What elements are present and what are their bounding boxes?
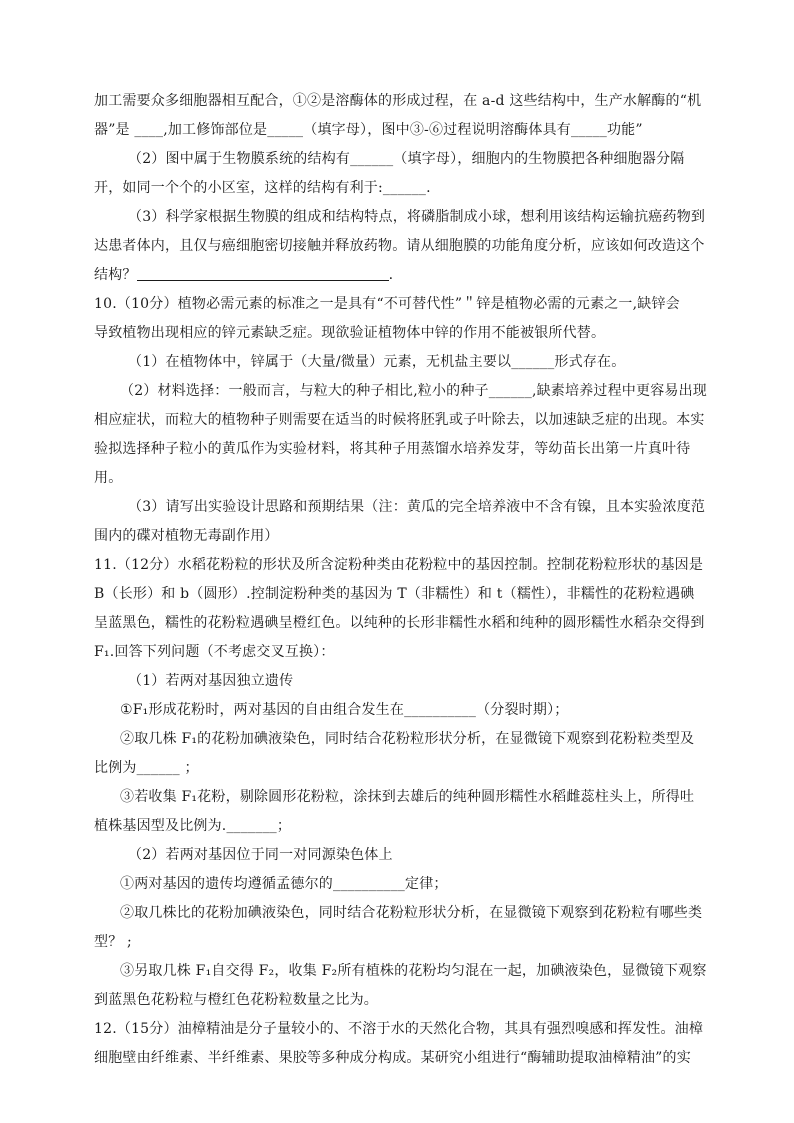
text-line: （2）若两对基因位于同一对同源染色体上 bbox=[128, 847, 393, 863]
text-line: （1）若两对基因独立遗传 bbox=[128, 673, 294, 689]
text-line: 验拟选择种子粒小的黄瓜作为实验材料，将其种子用蒸馏水培养发芽，等幼苗长出第一片真叶待 bbox=[94, 441, 691, 457]
text-line: 用。 bbox=[94, 470, 123, 486]
text-line: ①两对基因的遗传均遵循孟德尔的__________定律； bbox=[120, 876, 448, 892]
text-line: ②取几株比的花粉加碘液染色，同时结合花粉粒形状分析，在显微镜下观察到花粉粒有哪些类 bbox=[120, 905, 703, 921]
text-line: 围内的碟对植物无毒副作用） bbox=[94, 528, 279, 544]
text-line: ③另取几株 F₁自交得 F₂，收集 F₂所有植株的花粉均匀混在一起，加碘液染色，显微镜下观察 bbox=[120, 963, 707, 979]
text-line: 植株基因型及比例为._______； bbox=[94, 818, 292, 834]
text-line: （1）在植物体中，锌属于（大量/微量）元素，无机盐主要以______形式存在。 bbox=[128, 354, 626, 370]
text-line: 加工需要众多细胞器相互配合，①②是溶酶体的形成过程，在 a-d 这些结构中，生产水解酶的“机 bbox=[94, 93, 702, 109]
text-line: B（长形）和 b（圆形）.控制淀粉种类的基因为 T（非糯性）和 t（糯性），非糯性的花粉粒遇碘 bbox=[94, 586, 695, 602]
text-line: 型？ ; bbox=[94, 934, 132, 950]
answer-blank bbox=[137, 266, 389, 281]
text-line: ②取几株 F₁的花粉加碘液染色，同时结合花粉粒形状分析，在显微镜下观察到花粉粒类型及 bbox=[120, 731, 695, 747]
text-line: ③若收集 F₁花粉，剔除圆形花粉粒，涂抹到去雄后的纯种圆形糯性水稻雌蕊柱头上，所得吐 bbox=[120, 789, 695, 805]
text-line: 细胞壁由纤维素、半纤维素、果胶等多种成分构成。某研究小组进行“酶辅助提取油樟精油”的实 bbox=[94, 1050, 691, 1066]
text-line: （3）科学家根据生物膜的组成和结构特点，将磷脂制成小球，想利用该结构运输抗癌药物到 bbox=[128, 209, 706, 225]
text-line: 相应症状，而粒大的植物种子则需要在适当的时候将胚乳或子叶除去，以加速缺乏症的出现。本实 bbox=[94, 412, 705, 428]
text-line: F₁.回答下列问题（不考虑交叉互换）： bbox=[94, 644, 335, 660]
question-heading: 12.（15分）油樟精油是分子量较小的、不溶于水的天然化合物，其具有强烈嗅感和挥发性。油樟 bbox=[94, 1021, 704, 1037]
text-line: 器”是 ____,加工修饰部位是_____（填字母），图中③-⑥过程说明溶酶体具有_____功能” bbox=[94, 122, 643, 138]
question-heading: 11.（12分）水稻花粉粒的形状及所含淀粉种类由花粉粒中的基因控制。控制花粉粒形状的基因是 bbox=[94, 557, 704, 573]
text-line: 呈蓝黑色，糯性的花粉粒遇碘呈橙红色。以纯种的长形非糯性水稻和纯种的圆形糯性水稻杂交得到 bbox=[94, 615, 705, 631]
text-line: 开，如同一个个的小区室，这样的结构有利于:______. bbox=[94, 180, 431, 196]
text-line: （2）材料选择：一般而言，与粒大的种子相比‚粒小的种子______,缺素培养过程中更容易出现 bbox=[120, 383, 708, 399]
question-heading: 10.（10分）植物必需元素的标准之一是具有“不可替代性”＂锌是植物必需的元素之一,缺锌会 bbox=[94, 296, 680, 312]
text-line: （3）请写出实验设计思路和预期结果（注：黄瓜的完全培养液中不含有镍，且本实验浓度范 bbox=[128, 499, 706, 515]
question-prefix: 结构？ bbox=[94, 267, 137, 283]
text-line: （2）图中属于生物膜系统的结构有______（填字母），细胞内的生物膜把各种细胞器分隔 bbox=[128, 151, 685, 167]
text-line bbox=[94, 266, 393, 284]
text-line: ①F₁形成花粉时，两对基因的自由组合发生在__________（分裂时期）； bbox=[120, 702, 569, 718]
line-end: . bbox=[388, 267, 394, 283]
text-line: 导致植物出现相应的锌元素缺乏症。现欲验证植物体中锌的作用不能被银所代替。 bbox=[94, 325, 606, 341]
text-line: 达患者体内，且仅与癌细胞密切接触并释放药物。请从细胞膜的功能角度分析，应该如何改造这个 bbox=[94, 238, 705, 254]
text-line: 比例为______ ； bbox=[94, 760, 199, 776]
text-line: 到蓝黑色花粉粒与橙红色花粉粒数量之比为。 bbox=[94, 992, 378, 1008]
